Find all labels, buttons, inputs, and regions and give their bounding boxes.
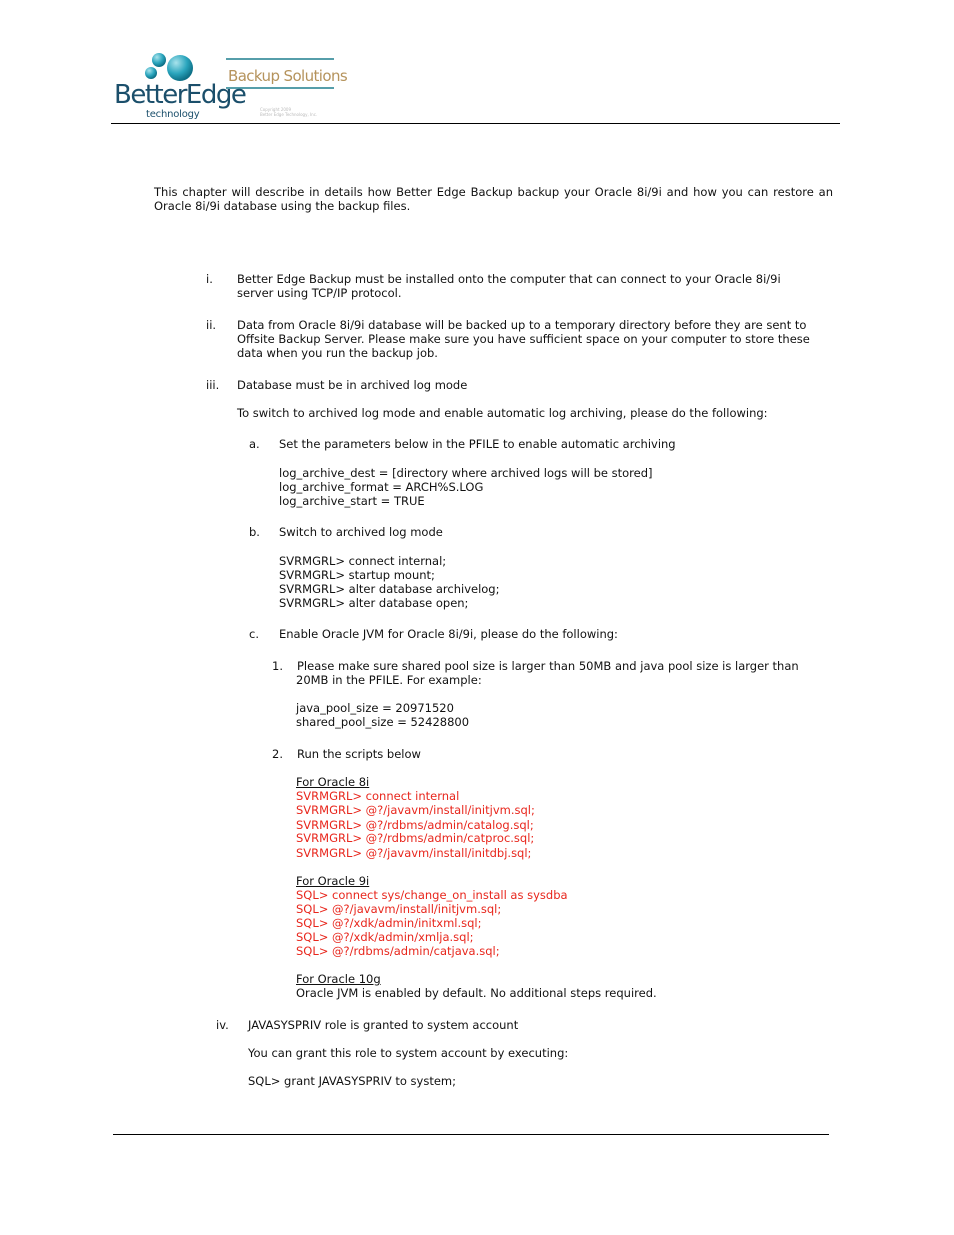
- logo-tagline: technology: [146, 109, 200, 120]
- logo-graphic: [112, 48, 352, 124]
- step-c2-marker: 2.: [272, 747, 283, 761]
- step-c-text: Enable Oracle JVM for Oracle 8i/9i, please do the following:: [279, 627, 618, 641]
- intro-line-1: This chapter will describe in details how Better Edge Backup backup your Oracle 8i/9i and how you can restore an: [154, 185, 833, 199]
- req-iv-text: JAVASYSPRIV role is granted to system account: [248, 1018, 519, 1032]
- oracle-9i-line-3: SQL> @?/xdk/admin/initxml.sql;: [296, 916, 482, 930]
- step-c-marker: c.: [249, 627, 259, 641]
- step-b-code-4: SVRMGRL> alter database open;: [279, 596, 469, 610]
- oracle-9i-line-1: SQL> connect sys/change_on_install as sysdba: [296, 888, 568, 902]
- step-c1-line-2: 20MB in the PFILE. For example:: [296, 673, 482, 687]
- req-i-marker: i.: [206, 272, 213, 286]
- oracle-8i-line-3: SVRMGRL> @?/rdbms/admin/catalog.sql;: [296, 818, 534, 832]
- step-c1-code-2: shared_pool_size = 52428800: [296, 715, 470, 729]
- req-ii-line-1: Data from Oracle 8i/9i database will be backed up to a temporary directory before they are sent to: [237, 318, 807, 332]
- step-b-code-2: SVRMGRL> startup mount;: [279, 568, 435, 582]
- logo-bubble-large: [167, 55, 193, 81]
- step-a-code-2: log_archive_format = ARCH%S.LOG: [279, 480, 484, 494]
- step-c1-line-1: Please make sure shared pool size is larger than 50MB and java pool size is larger than: [297, 659, 799, 673]
- oracle-9i-line-4: SQL> @?/xdk/admin/xmlja.sql;: [296, 930, 474, 944]
- oracle-9i-line-2: SQL> @?/javavm/install/initjvm.sql;: [296, 902, 502, 916]
- req-iv-code: SQL> grant JAVASYSPRIV to system;: [248, 1074, 457, 1088]
- logo-copyright-line2: Better Edge Technology, Inc.: [260, 112, 318, 117]
- oracle-8i-line-1: SVRMGRL> connect internal: [296, 789, 460, 803]
- step-c2-text: Run the scripts below: [297, 747, 421, 761]
- step-a-marker: a.: [249, 437, 260, 451]
- step-a-code-1: log_archive_dest = [directory where archived logs will be stored]: [279, 466, 653, 480]
- logo-bubble-small: [145, 67, 157, 79]
- logo-name-part2: Edge: [185, 80, 246, 110]
- logo-copyright-line1: Copyright 2009: [260, 107, 291, 112]
- oracle-8i-line-2: SVRMGRL> @?/javavm/install/initjvm.sql;: [296, 803, 535, 817]
- req-ii-line-3: data when you run the backup job.: [237, 346, 438, 360]
- req-iii-intro: To switch to archived log mode and enable automatic log archiving, please do the following:: [237, 406, 768, 420]
- oracle-8i-line-5: SVRMGRL> @?/javavm/install/initdbj.sql;: [296, 846, 532, 860]
- oracle-8i-heading: For Oracle 8i: [296, 775, 370, 789]
- svg-text:BetterEdge: [114, 80, 246, 110]
- logo-bubble-medium: [152, 53, 166, 67]
- req-iv-marker: iv.: [216, 1018, 229, 1032]
- oracle-10g-text: Oracle JVM is enabled by default. No additional steps required.: [296, 986, 657, 1000]
- intro-line-2: Oracle 8i/9i database using the backup files.: [154, 199, 411, 213]
- req-ii-marker: ii.: [206, 318, 217, 332]
- step-a-text: Set the parameters below in the PFILE to enable automatic archiving: [279, 437, 676, 451]
- step-b-code-1: SVRMGRL> connect internal;: [279, 554, 447, 568]
- step-b-text: Switch to archived log mode: [279, 525, 443, 539]
- oracle-9i-heading: For Oracle 9i: [296, 874, 370, 888]
- step-a-code-3: log_archive_start = TRUE: [279, 494, 425, 508]
- req-i-line-2: server using TCP/IP protocol.: [237, 286, 402, 300]
- header-rule: [111, 123, 840, 124]
- footer-rule: [113, 1134, 829, 1135]
- req-iii-text: Database must be in archived log mode: [237, 378, 468, 392]
- logo-product-name: Backup Solutions: [228, 67, 348, 85]
- step-b-marker: b.: [249, 525, 260, 539]
- company-logo: [112, 48, 352, 124]
- req-iii-marker: iii.: [206, 378, 220, 392]
- req-i-line-1: Better Edge Backup must be installed onto the computer that can connect to your Oracle 8i/9i: [237, 272, 781, 286]
- step-c1-code-1: java_pool_size = 20971520: [296, 701, 454, 715]
- req-iv-intro: You can grant this role to system account by executing:: [248, 1046, 569, 1060]
- logo-name-part1: Better: [114, 80, 186, 110]
- req-ii-line-2: Offsite Backup Server. Please make sure you have sufficient space on your computer to store these: [237, 332, 810, 346]
- oracle-8i-line-4: SVRMGRL> @?/rdbms/admin/catproc.sql;: [296, 831, 535, 845]
- step-c1-marker: 1.: [272, 659, 283, 673]
- oracle-10g-heading: For Oracle 10g: [296, 972, 381, 986]
- step-b-code-3: SVRMGRL> alter database archivelog;: [279, 582, 500, 596]
- oracle-9i-line-5: SQL> @?/rdbms/admin/catjava.sql;: [296, 944, 500, 958]
